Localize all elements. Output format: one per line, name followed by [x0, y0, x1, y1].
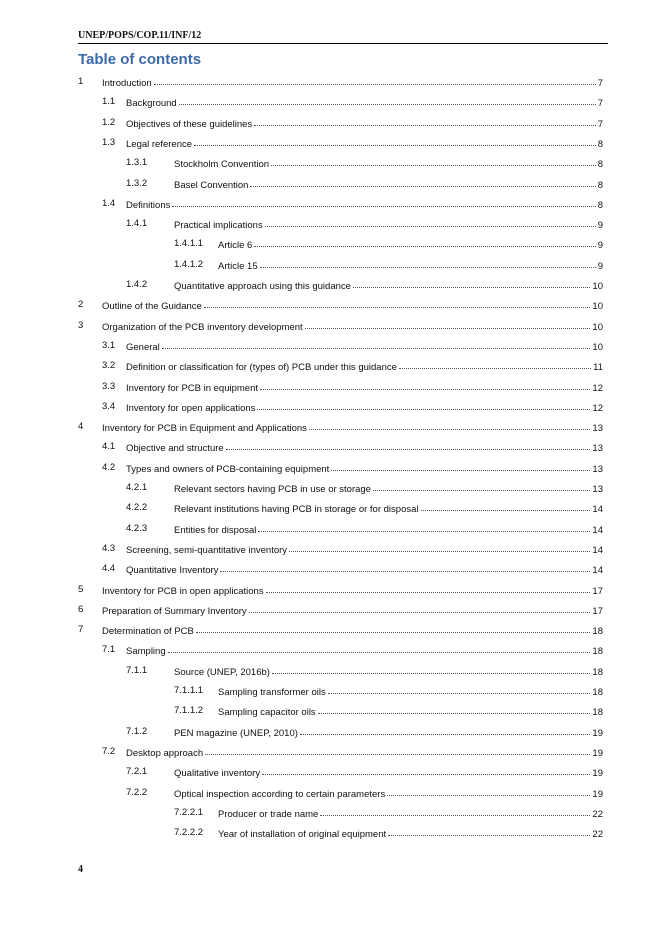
- toc-entry-page: 9: [597, 260, 603, 272]
- toc-entry-link[interactable]: [218, 823, 603, 845]
- toc-entry-text: Desktop approach: [126, 747, 204, 759]
- toc-entry-page: 10: [592, 321, 603, 333]
- toc-entry-page: 12: [592, 382, 603, 394]
- toc-entry-number: 6: [78, 603, 84, 615]
- toc-entry[interactable]: [0, 458, 662, 478]
- toc-entry-number: 7: [78, 624, 84, 636]
- toc-leader-dots: [154, 71, 596, 85]
- toc-entry-page: 22: [592, 829, 603, 841]
- toc-entry-number: 7.1.1.2: [174, 705, 204, 717]
- toc-entry-text: Definition or classification for (types of) PCB under this guidance: [126, 362, 397, 374]
- toc-leader-dots: [162, 335, 591, 349]
- toc-entry-number: 3.1: [102, 339, 116, 351]
- toc-entry-text: Entities for disposal: [174, 524, 257, 536]
- toc-leader-dots: [328, 680, 591, 694]
- toc-entry-number: 4.1: [102, 441, 116, 453]
- toc-leader-dots: [318, 700, 591, 714]
- toc-entry[interactable]: [0, 113, 662, 133]
- toc-entry-page: 11: [593, 362, 603, 374]
- toc-leader-dots: [249, 599, 591, 613]
- toc-entry-page: 19: [592, 788, 603, 800]
- toc-entry-number: 7.2.2.1: [174, 806, 204, 818]
- toc-entry[interactable]: [0, 234, 662, 254]
- toc-entry-number: 7.2: [102, 745, 116, 757]
- toc-entry-page: 14: [592, 565, 603, 577]
- toc-entry-text: Types and owners of PCB-containing equipment: [126, 463, 330, 475]
- toc-entry-page: 7: [597, 98, 603, 110]
- toc-entry[interactable]: [0, 194, 662, 214]
- toc-entry-text: Article 15: [218, 260, 258, 272]
- toc-entry-number: 4.2.3: [126, 522, 148, 534]
- toc-entry[interactable]: [0, 336, 662, 356]
- toc-entry-number: 1.2: [102, 116, 116, 128]
- toc-entry-text: Determination of PCB: [102, 626, 194, 638]
- toc-entry[interactable]: [0, 519, 662, 539]
- toc-leader-dots: [194, 132, 596, 146]
- toc-entry[interactable]: [0, 600, 662, 620]
- toc-leader-dots: [266, 579, 591, 593]
- toc-entry-number: 7.1.1.1: [174, 685, 204, 696]
- toc-entry[interactable]: [0, 762, 662, 782]
- toc-entry[interactable]: [0, 701, 662, 721]
- toc-entry-number: 1.4.2: [126, 279, 148, 290]
- toc-leader-dots: [262, 761, 590, 775]
- toc-entry-number: 1.3.2: [126, 177, 148, 189]
- toc-entry[interactable]: [0, 356, 662, 376]
- toc-entry-page: 10: [592, 281, 603, 292]
- toc-entry[interactable]: [0, 823, 662, 843]
- toc-entry-text: Basel Convention: [174, 179, 249, 191]
- toc-entry-text: Qualitative inventory: [174, 768, 261, 780]
- toc-entry-number: 1.4: [102, 197, 116, 209]
- toc-leader-dots: [179, 91, 596, 105]
- toc-entry-number: 7.2.1: [126, 766, 148, 778]
- toc-entry[interactable]: [0, 214, 662, 234]
- toc-entry-text: Outline of the Guidance: [102, 301, 202, 313]
- toc-entry[interactable]: [0, 661, 662, 681]
- toc-entry-text: Relevant sectors having PCB in use or storage: [174, 484, 371, 495]
- toc-leader-dots: [320, 802, 590, 816]
- toc-entry-number: 3.2: [102, 360, 116, 372]
- toc-entry[interactable]: [0, 174, 662, 194]
- toc-entry-page: 9: [597, 220, 603, 232]
- toc-leader-dots: [272, 660, 590, 674]
- toc-leader-dots: [196, 619, 591, 633]
- toc-entry[interactable]: [0, 72, 662, 92]
- toc-entry-text: Stockholm Convention: [174, 159, 270, 171]
- toc-leader-dots: [331, 457, 590, 471]
- toc-entry-text: Year of installation of original equipment: [218, 829, 387, 841]
- toc-entry[interactable]: [0, 255, 662, 275]
- toc-entry-page: 18: [592, 707, 603, 719]
- toc-entry-page: 13: [592, 423, 603, 435]
- toc-entry-page: 14: [592, 524, 603, 536]
- toc-entry[interactable]: [0, 539, 662, 559]
- toc-entry[interactable]: [0, 722, 662, 742]
- toc-leader-dots: [168, 639, 591, 653]
- toc-entry-number: 3.4: [102, 400, 116, 412]
- toc-entry[interactable]: [0, 742, 662, 762]
- toc-entry-text: Inventory for PCB in open applications: [102, 585, 264, 597]
- toc-entry-text: Background: [126, 98, 177, 110]
- toc-leader-dots: [250, 173, 595, 187]
- toc-entry[interactable]: [0, 133, 662, 153]
- toc-leader-dots: [300, 721, 591, 735]
- toc-entry-number: 4: [78, 421, 84, 433]
- toc-entry-number: 1.4.1.2: [174, 258, 204, 270]
- toc-leader-dots: [388, 822, 590, 836]
- toc-entry-number: 4.2: [102, 461, 116, 473]
- toc-entry-text: Sampling: [126, 646, 166, 658]
- toc-entry-number: 1.3.1: [126, 157, 148, 169]
- toc-entry-text: Quantitative approach using this guidance: [174, 281, 351, 292]
- toc-entry-text: Quantitative Inventory: [126, 565, 219, 577]
- toc-entry-number: 7.1.1: [126, 664, 148, 676]
- toc-entry-number: 7.2.2.2: [174, 827, 204, 839]
- toc-leader-dots: [289, 538, 590, 552]
- toc-entry-text: PEN magazine (UNEP, 2010): [174, 727, 298, 739]
- toc-leader-dots: [260, 376, 590, 390]
- toc-leader-dots: [205, 741, 590, 755]
- toc-entry-number: 5: [78, 583, 84, 595]
- toc-entry-text: Organization of the PCB inventory development: [102, 321, 303, 333]
- toc-entry[interactable]: [0, 92, 662, 112]
- toc-entry-page: 7: [597, 118, 603, 130]
- toc-entry[interactable]: [0, 783, 662, 803]
- toc-entry[interactable]: [0, 417, 662, 437]
- toc-entry-text: Practical implications: [174, 220, 263, 232]
- toc-entry-number: 1.1: [102, 96, 116, 108]
- toc-entry-page: 14: [592, 544, 603, 556]
- toc-entry-page: 13: [592, 484, 603, 495]
- toc-entry-text: Inventory for PCB in Equipment and Applications: [102, 423, 307, 435]
- toc-entry-page: 18: [592, 646, 603, 658]
- toc-entry-text: Legal reference: [126, 138, 193, 150]
- toc-entry-text: Introduction: [102, 78, 152, 89]
- toc-entry-page: 19: [592, 768, 603, 780]
- toc-leader-dots: [226, 436, 591, 450]
- toc-entry-number: 3.3: [102, 380, 116, 392]
- toc-entry-page: 9: [597, 240, 603, 252]
- toc-title: Table of contents: [78, 51, 202, 68]
- toc-entry-number: 4.4: [102, 563, 116, 575]
- toc-entry-page: 8: [597, 138, 603, 150]
- toc-leader-dots: [172, 193, 595, 207]
- toc-leader-dots: [353, 274, 590, 288]
- toc-entry[interactable]: [0, 559, 662, 579]
- toc-entry-text: Preparation of Summary Inventory: [102, 605, 247, 617]
- toc-entry[interactable]: [0, 397, 662, 417]
- toc-entry-number: 4.2.2: [126, 502, 148, 514]
- toc-entry-page: 17: [592, 605, 603, 617]
- toc-entry-page: 14: [592, 504, 603, 516]
- toc-entry[interactable]: [0, 295, 662, 315]
- toc-entry-number: 4.3: [102, 542, 116, 554]
- toc-entry-text: Producer or trade name: [218, 808, 319, 820]
- toc-entry-text: Inventory for open applications: [126, 402, 256, 414]
- toc-entry-number: 1.3: [102, 136, 116, 148]
- toc-entry-text: Relevant institutions having PCB in storage or for disposal: [174, 504, 419, 516]
- toc-entry-page: 12: [592, 402, 603, 414]
- toc-entry-text: Screening, semi-quantitative inventory: [126, 544, 288, 556]
- toc-entry[interactable]: [0, 316, 662, 336]
- toc-leader-dots: [421, 497, 591, 511]
- toc-leader-dots: [387, 782, 590, 796]
- toc-entry[interactable]: [0, 580, 662, 600]
- toc-entry-text: Inventory for PCB in equipment: [126, 382, 259, 394]
- toc-leader-dots: [254, 112, 595, 126]
- running-header: UNEP/POPS/COP.11/INF/12: [78, 30, 608, 44]
- toc-entry-text: Sampling transformer oils: [218, 687, 326, 698]
- toc-entry[interactable]: [0, 478, 662, 498]
- toc-entry[interactable]: [0, 681, 662, 701]
- toc-leader-dots: [254, 233, 595, 247]
- toc-entry-text: Source (UNEP, 2016b): [174, 666, 270, 678]
- toc-entry[interactable]: [0, 275, 662, 295]
- toc-leader-dots: [260, 254, 596, 268]
- toc-entry-number: 3: [78, 319, 84, 331]
- toc-entry[interactable]: [0, 620, 662, 640]
- toc-entry[interactable]: [0, 640, 662, 660]
- toc-entry-text: Objectives of these guidelines: [126, 118, 253, 130]
- toc-entry-number: 1: [78, 76, 84, 87]
- toc-entry-text: Objective and structure: [126, 443, 224, 455]
- toc-entry[interactable]: [0, 153, 662, 173]
- toc-entry-page: 13: [592, 463, 603, 475]
- toc-entry-number: 1.4.1: [126, 218, 148, 230]
- toc-entry-text: General: [126, 341, 160, 353]
- toc-entry-text: Optical inspection according to certain parameters: [174, 788, 386, 800]
- toc-entry[interactable]: [0, 803, 662, 823]
- toc-entry[interactable]: [0, 437, 662, 457]
- toc-entry-page: 19: [592, 747, 603, 759]
- toc-entry-number: 7.1: [102, 644, 116, 656]
- toc-leader-dots: [220, 558, 590, 572]
- toc-entry-page: 17: [592, 585, 603, 597]
- toc-entry-text: Sampling capacitor oils: [218, 707, 316, 719]
- toc-entry-page: 8: [597, 199, 603, 211]
- toc-leader-dots: [309, 416, 591, 430]
- toc-leader-dots: [258, 518, 590, 532]
- toc-entry-number: 4.2.1: [126, 482, 148, 493]
- toc-leader-dots: [257, 396, 590, 410]
- toc-entry-page: 18: [592, 626, 603, 638]
- toc-entry-page: 10: [592, 341, 603, 353]
- toc-leader-dots: [271, 152, 596, 166]
- toc-entry-page: 19: [592, 727, 603, 739]
- toc-leader-dots: [265, 213, 596, 227]
- toc-entry-number: 2: [78, 299, 84, 311]
- toc-leader-dots: [305, 315, 591, 329]
- toc-entry-text: Article 6: [218, 240, 253, 252]
- page-number: 4: [78, 864, 83, 875]
- toc-entry[interactable]: [0, 498, 662, 518]
- toc-entry-page: 18: [592, 687, 603, 698]
- toc-leader-dots: [373, 477, 590, 491]
- toc-entry-number: 7.2.2: [126, 786, 148, 798]
- toc-entry[interactable]: [0, 377, 662, 397]
- toc-entry-page: 8: [597, 179, 603, 191]
- toc-entry-number: 7.1.2: [126, 725, 148, 737]
- toc-entry-page: 10: [592, 301, 603, 313]
- toc-entry-page: 8: [597, 159, 603, 171]
- toc-entry-page: 22: [592, 808, 603, 820]
- toc-entry-page: 13: [592, 443, 603, 455]
- toc-entry-page: 7: [597, 78, 603, 89]
- toc-leader-dots: [204, 294, 591, 308]
- toc-leader-dots: [399, 355, 591, 369]
- toc-entry-text: Definitions: [126, 199, 171, 211]
- toc-entry-page: 18: [592, 666, 603, 678]
- toc-entry-number: 1.4.1.1: [174, 238, 204, 250]
